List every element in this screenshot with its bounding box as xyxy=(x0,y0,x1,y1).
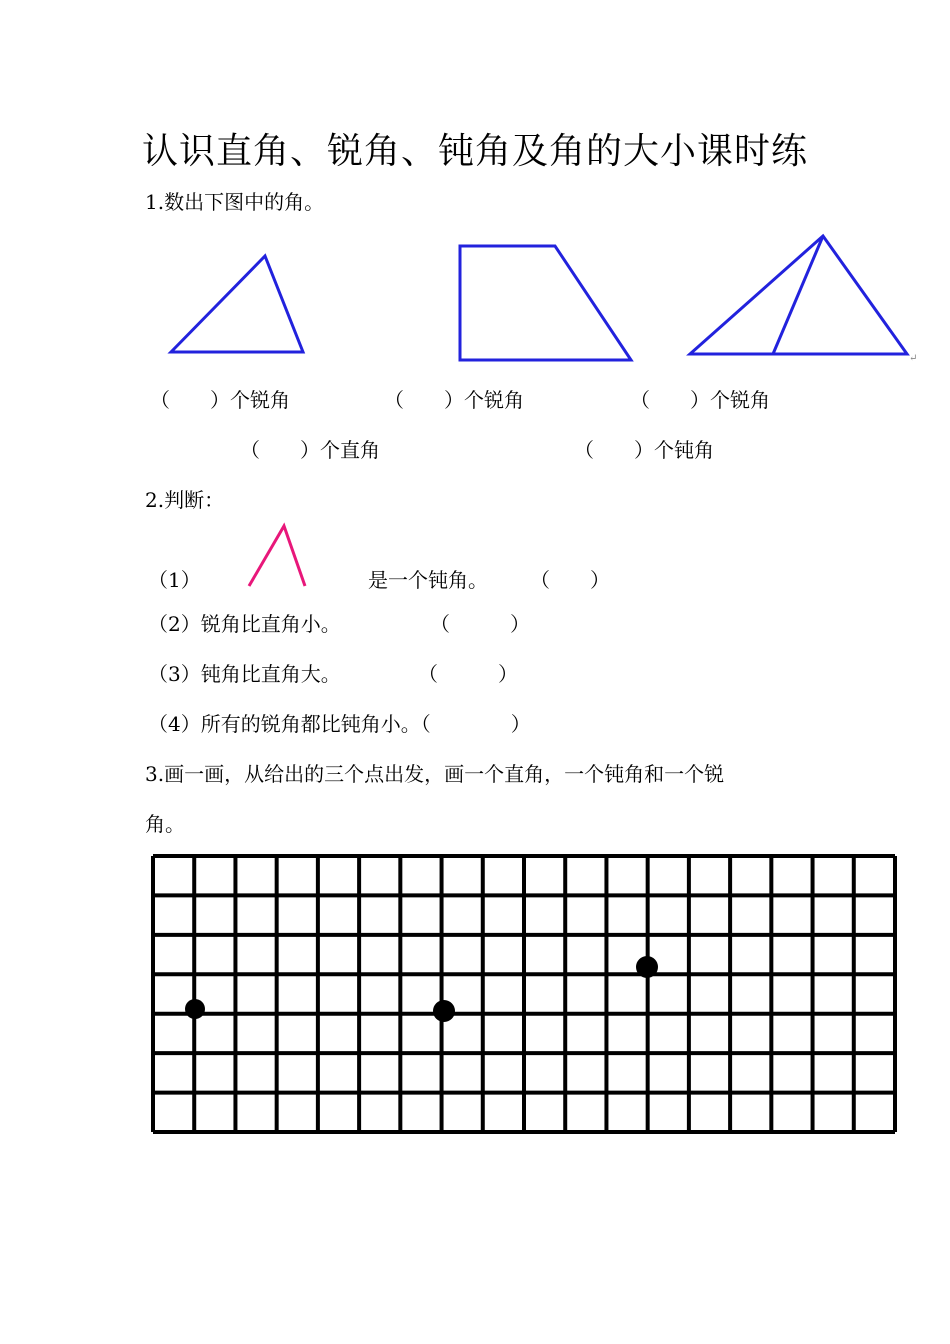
start-dot-1 xyxy=(185,999,205,1019)
start-dot-3 xyxy=(636,956,658,978)
blank-right[interactable]: （ ）个直角 xyxy=(240,438,380,462)
q2-item1-text: 是一个钝角。 xyxy=(368,568,488,592)
drawing-grid xyxy=(153,856,895,1132)
blank-acute-3[interactable]: （ ）个锐角 xyxy=(630,388,770,412)
blank-acute-1[interactable]: （ ）个锐角 xyxy=(150,388,290,412)
q1-prompt: 1.数出下图中的角。 xyxy=(145,190,325,214)
q2-item2-text: （2）锐角比直角小。 xyxy=(148,612,341,636)
q2-item2-answer[interactable]: （ ） xyxy=(430,612,530,636)
angle-figure xyxy=(249,526,305,586)
q2-item4-text[interactable]: （4）所有的锐角都比钝角小。（ ） xyxy=(148,712,531,736)
start-dot-2 xyxy=(433,1000,455,1022)
q3-prompt-line1: 3.画一画，从给出的三个点出发，画一个直角，一个钝角和一个锐 xyxy=(145,762,725,786)
q2-item3-answer[interactable]: （ ） xyxy=(418,662,518,686)
q3-prompt-line2: 角。 xyxy=(145,812,185,836)
q2-prompt: 2.判断： xyxy=(145,488,225,512)
trapezoid-figure xyxy=(460,246,631,360)
q2-item1-num: （1） xyxy=(148,568,201,592)
blank-acute-2[interactable]: （ ）个锐角 xyxy=(384,388,524,412)
q2-item1-answer[interactable]: （ ） xyxy=(530,568,610,592)
small-arrow-mark: ↵ xyxy=(909,353,918,364)
blank-obtuse[interactable]: （ ）个钝角 xyxy=(574,438,714,462)
triangle-figure xyxy=(171,256,303,352)
q2-item3-text: （3）钝角比直角大。 xyxy=(148,662,341,686)
split-line xyxy=(773,236,823,354)
page-title: 认识直角、锐角、钝角及角的大小课时练 xyxy=(141,131,808,172)
